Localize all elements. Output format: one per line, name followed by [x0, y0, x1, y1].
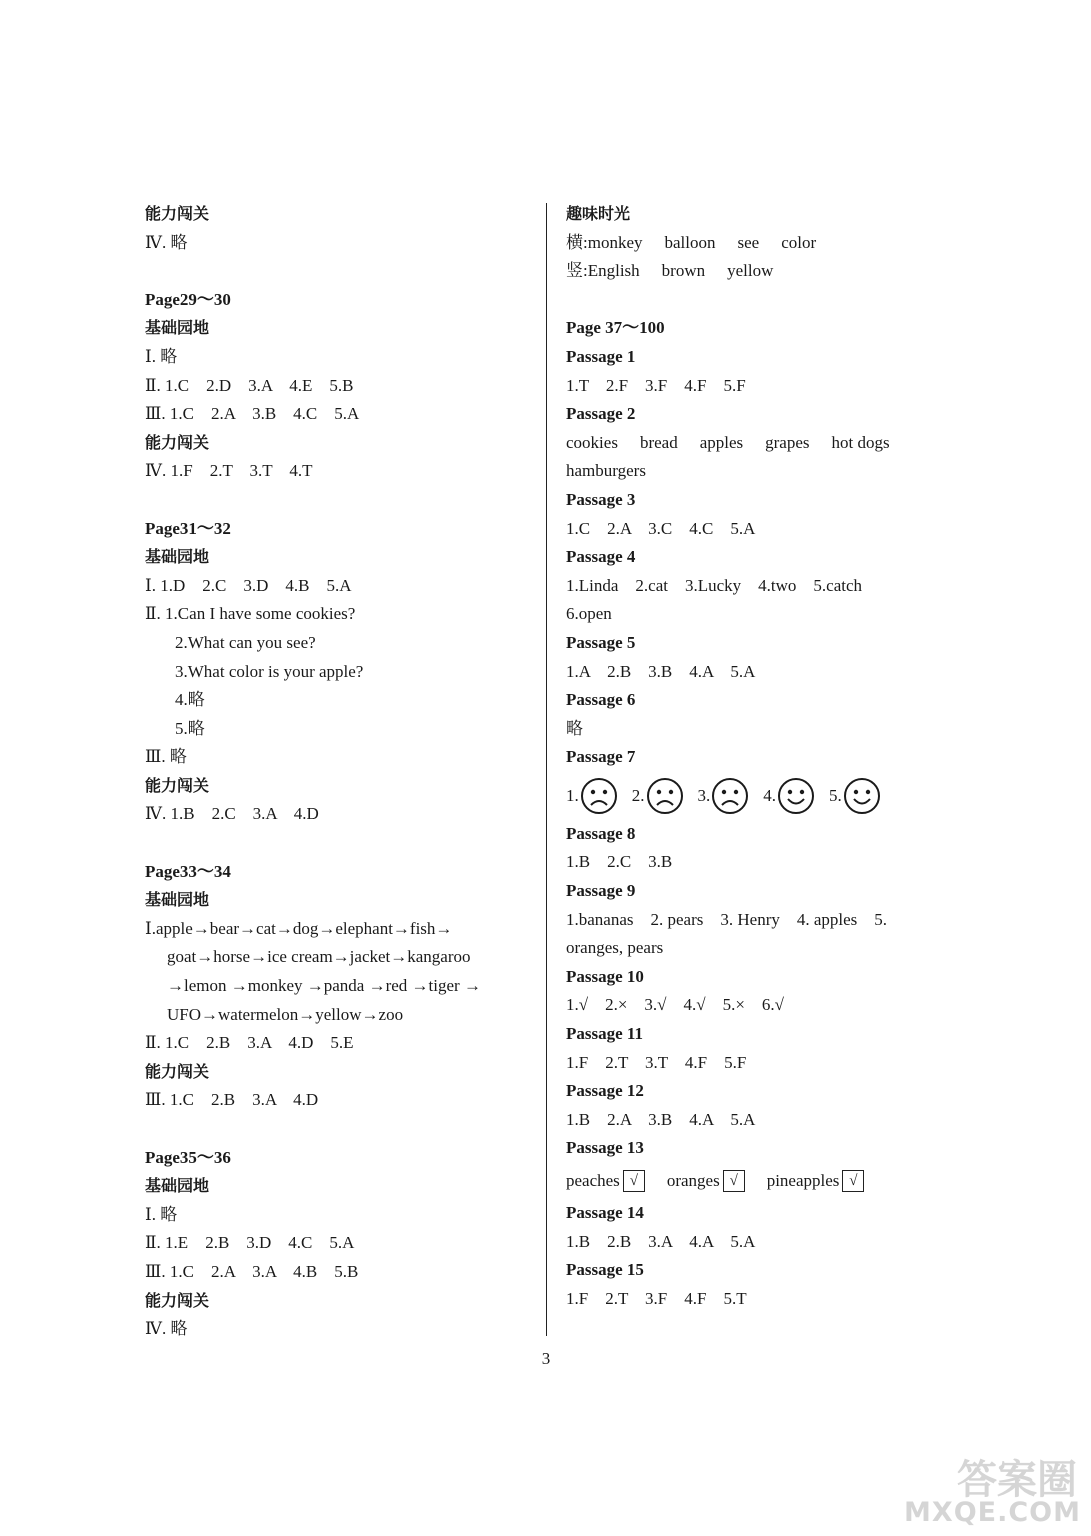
word-item: balloon [664, 232, 716, 252]
face-answer [698, 777, 750, 815]
checkmark-box-icon: √ [842, 1170, 864, 1192]
word-item: grapes [765, 432, 810, 452]
answer-line: Ⅳ. 略 [145, 1319, 188, 1339]
face-answer [566, 777, 618, 815]
answer-line: 1.B 2.C 3.B [566, 852, 673, 872]
checked-word [767, 1170, 865, 1192]
answer-line: 1.C 2.A 3.C 4.C 5.A [566, 518, 756, 538]
section-heading: 能力闯关 [145, 1290, 210, 1310]
sad-face-icon [646, 777, 684, 815]
section-heading: 基础园地 [145, 890, 210, 910]
answer-line: 1.T 2.F 3.F 4.F 5.F [566, 375, 746, 395]
answer-line: Ⅲ. 1.C 2.A 3.A 4.B 5.B [145, 1261, 359, 1281]
answer-line: 2.What can you see? [175, 632, 316, 652]
answer-line: Ⅱ. 1.Can I have some cookies? [145, 604, 356, 624]
answer-line: 1.A 2.B 3.B 4.A 5.A [566, 661, 756, 681]
page-range-heading: Page33～34 [145, 861, 231, 881]
face-number: 4. [763, 785, 776, 805]
check-word: oranges [666, 1171, 720, 1190]
answer-line: Ⅲ. 略 [145, 747, 187, 767]
answer-line: Ⅳ. 1.B 2.C 3.A 4.D [145, 804, 319, 824]
page-range-heading: Passage 12 [566, 1081, 644, 1101]
page-range-heading: Passage 11 [566, 1024, 643, 1044]
page-range-heading: Passage 15 [566, 1260, 644, 1280]
answer-line: hamburgers [566, 461, 646, 481]
word-list [566, 229, 966, 258]
word-item: color [781, 232, 817, 252]
answer-line: 1.Linda 2.cat 3.Lucky 4.two 5.catch [566, 575, 863, 595]
sad-face-icon [711, 777, 749, 815]
face-answer [632, 777, 684, 815]
word-item: apples [699, 432, 744, 452]
face-number: 5. [829, 785, 842, 805]
face-answer [763, 777, 815, 815]
sad-face-icon [580, 777, 618, 815]
answer-line: Ⅳ. 1.F 2.T 3.T 4.T [145, 461, 313, 481]
face-number: 3. [697, 785, 711, 805]
checked-word [667, 1170, 745, 1192]
page-range-heading: Passage 6 [566, 690, 636, 710]
answer-line: 1.F 2.T 3.T 4.F 5.F [566, 1052, 747, 1072]
answer-line: 6.open [566, 604, 612, 624]
face-number: 1. [566, 785, 579, 805]
answer-line: Ⅲ. 1.C 2.B 3.A 4.D [145, 1090, 319, 1110]
section-heading: 能力闯关 [145, 1061, 210, 1081]
face-answers [566, 772, 966, 820]
page-range-heading: Passage 3 [566, 489, 636, 509]
answer-line: Ⅳ. 略 [145, 232, 188, 252]
page-range-heading: Passage 14 [566, 1203, 644, 1222]
answer-line: →lemon →monkey →panda →red →tiger → [167, 976, 481, 996]
answer-line: Ⅱ. 1.E 2.B 3.D 4.C 5.A [145, 1233, 355, 1253]
page-range-heading: Passage 5 [566, 632, 636, 652]
page-range-heading: Passage 8 [566, 823, 636, 843]
answer-line: Ⅰ. 略 [145, 346, 178, 366]
word-list [566, 257, 966, 286]
face-number: 2. [631, 785, 645, 805]
page-number: 3 [541, 1349, 551, 1368]
spacer [566, 286, 966, 315]
answer-line: 3.What color is your apple? [175, 661, 364, 681]
answer-line: 5.略 [175, 718, 205, 738]
spacer [145, 486, 530, 515]
column-divider [546, 203, 547, 1336]
answer-line: 1.bananas 2. pears 3. Henry 4. apples 5. [566, 909, 888, 929]
page-range-heading: Page31～32 [145, 518, 231, 538]
check-word: pineapples [766, 1171, 840, 1190]
page-range-heading: Passage 9 [566, 881, 636, 901]
page-range-heading: Page29～30 [145, 289, 231, 309]
checkbox-answers [566, 1163, 966, 1199]
answer-line: 略 [566, 718, 583, 738]
spacer [145, 829, 530, 858]
answer-line: oranges, pears [566, 938, 664, 958]
page-range-heading: Passage 2 [566, 404, 636, 424]
page-range-heading: Passage 4 [566, 547, 636, 567]
word-item: 横:monkey [566, 232, 643, 252]
page-range-heading: Passage 10 [566, 966, 644, 986]
word-item: 竖:English [566, 261, 640, 281]
checkmark-box-icon: √ [723, 1170, 745, 1192]
spacer [145, 257, 530, 286]
spacer [145, 1115, 530, 1144]
watermark-cn: 答案圈 [957, 1457, 1077, 1503]
word-list [566, 429, 966, 458]
page-range-heading: Passage 13 [566, 1138, 644, 1158]
checked-word [566, 1170, 645, 1192]
section-heading: 能力闯关 [145, 432, 210, 452]
answer-line: Ⅰ.apple→bear→cat→dog→elephant→fish→ [145, 918, 453, 938]
page-range-heading: Passage 1 [566, 346, 636, 366]
smiley-face-icon [843, 777, 881, 815]
page-range-heading: Page35～36 [145, 1147, 231, 1167]
word-item: hot dogs [831, 432, 890, 452]
section-heading: 基础园地 [145, 1176, 210, 1196]
answer-line: 4.略 [175, 690, 205, 710]
answer-line: 1.√ 2.× 3.√ 4.√ 5.× 6.√ [566, 995, 784, 1015]
section-heading: 能力闯关 [145, 204, 210, 223]
section-heading: 基础园地 [145, 318, 210, 338]
section-heading: 基础园地 [145, 547, 210, 567]
answer-line: 1.B 2.A 3.B 4.A 5.A [566, 1109, 756, 1129]
answer-line: Ⅱ. 1.C 2.B 3.A 4.D 5.E [145, 1033, 354, 1053]
smiley-face-icon [777, 777, 815, 815]
answer-line: 1.F 2.T 3.F 4.F 5.T [566, 1288, 747, 1308]
left-column [145, 200, 530, 1344]
page-range-heading: Page 37～100 [566, 318, 665, 338]
word-item: cookies [566, 432, 618, 452]
section-heading: 趣味时光 [566, 204, 631, 223]
page-range-heading: Passage 7 [566, 747, 636, 767]
word-item: see [737, 232, 760, 252]
answer-line: UFO→watermelon→yellow→zoo [167, 1004, 404, 1024]
checkmark-box-icon: √ [623, 1170, 645, 1192]
answer-line: goat→horse→ice cream→jacket→kangaroo [167, 947, 471, 967]
answer-line: 1.B 2.B 3.A 4.A 5.A [566, 1231, 756, 1251]
word-item: bread [639, 432, 678, 452]
answer-line: Ⅱ. 1.C 2.D 3.A 4.E 5.B [145, 375, 354, 395]
word-item: brown [661, 261, 706, 281]
check-word: peaches [566, 1171, 620, 1190]
watermark-logo [904, 1448, 1081, 1528]
answer-line: Ⅰ. 1.D 2.C 3.D 4.B 5.A [145, 575, 352, 595]
watermark-en: MXQE.COM [904, 1497, 1081, 1528]
word-item: yellow [727, 261, 774, 281]
right-column [566, 200, 966, 1313]
answer-line: Ⅰ. 略 [145, 1204, 178, 1224]
section-heading: 能力闯关 [145, 775, 210, 795]
answer-line: Ⅲ. 1.C 2.A 3.B 4.C 5.A [145, 404, 360, 424]
face-answer [829, 777, 881, 815]
